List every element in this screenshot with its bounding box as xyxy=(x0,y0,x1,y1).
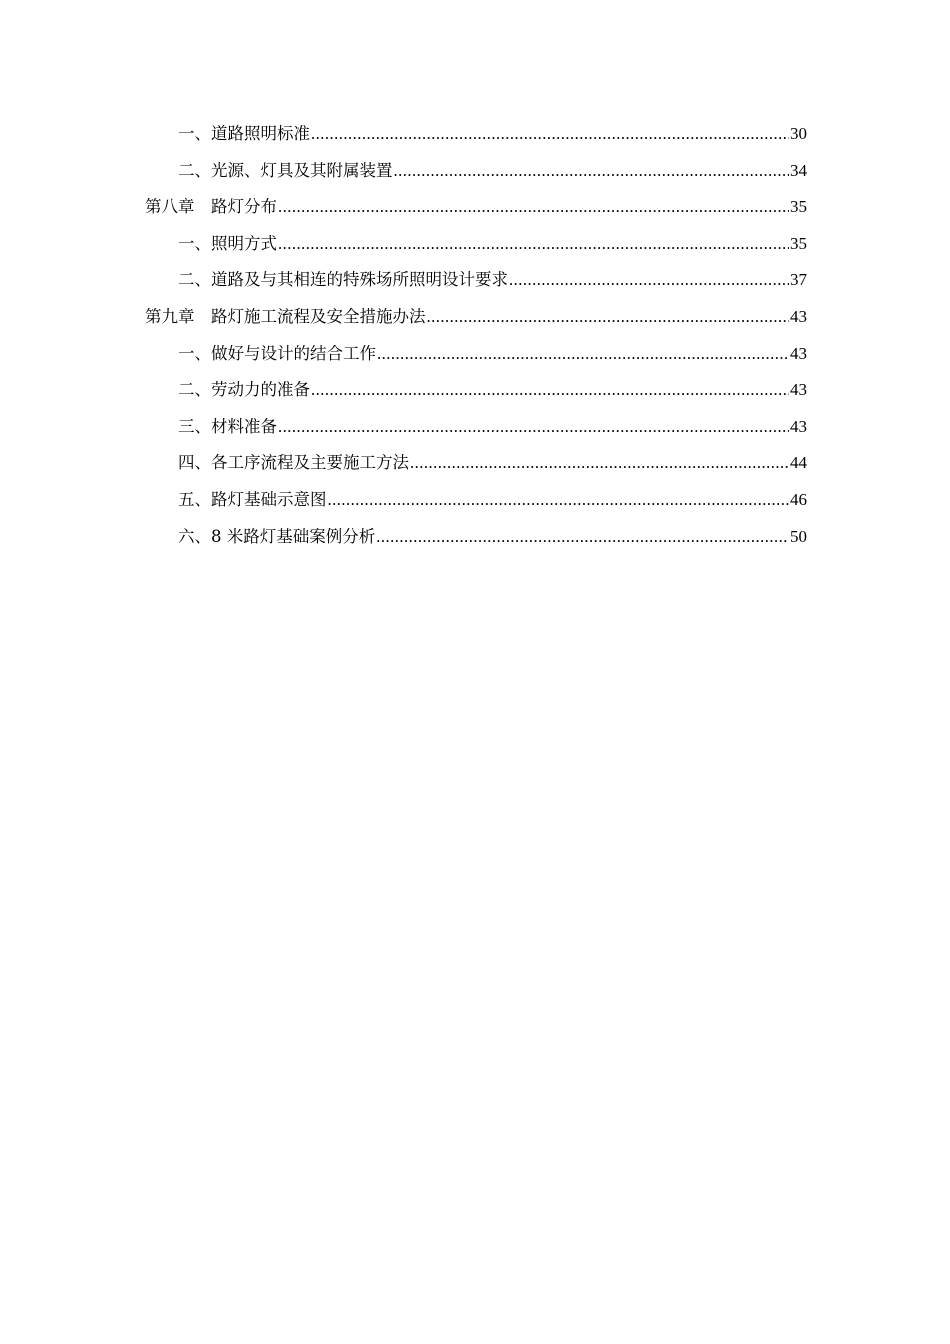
toc-entry-title: 五、路灯基础示意图 xyxy=(178,489,327,509)
toc-entry[interactable] xyxy=(145,157,807,194)
toc-dot-leader xyxy=(376,527,789,547)
toc-page-number: 43 xyxy=(790,343,807,363)
toc-entry-title: 第八章 路灯分布 xyxy=(145,197,277,217)
toc-entry[interactable] xyxy=(145,230,807,267)
toc-dot-leader xyxy=(377,344,789,364)
toc-entry-title: 三、材料准备 xyxy=(178,416,277,436)
toc-entry[interactable] xyxy=(145,376,807,413)
toc-dot-leader xyxy=(427,307,790,327)
toc-chapter-entry[interactable] xyxy=(145,303,807,340)
toc-page-number: 43 xyxy=(790,416,807,436)
toc-dot-leader xyxy=(311,380,789,400)
toc-page-number: 30 xyxy=(790,124,807,143)
toc-entry[interactable] xyxy=(145,449,807,486)
toc-dot-leader xyxy=(278,234,789,254)
toc-entry-title: 四、各工序流程及主要施工方法 xyxy=(178,453,409,473)
toc-dot-leader xyxy=(328,490,790,510)
toc-page-number: 35 xyxy=(790,197,807,217)
toc-dot-leader xyxy=(509,270,789,290)
toc-entry-title: 一、做好与设计的结合工作 xyxy=(178,343,376,363)
toc-entry-title: 第九章 路灯施工流程及安全措施办法 xyxy=(145,306,426,326)
toc-page-number: 43 xyxy=(790,380,807,400)
toc-dot-leader xyxy=(410,453,789,473)
toc-dot-leader xyxy=(394,161,790,181)
toc-entry[interactable] xyxy=(145,120,807,157)
toc-entry[interactable] xyxy=(145,523,807,560)
toc-entry[interactable] xyxy=(145,486,807,523)
toc-dot-leader xyxy=(311,124,789,144)
toc-page-number: 37 xyxy=(790,270,807,290)
toc-entry-title: 一、照明方式 xyxy=(178,233,277,253)
toc-entry-title: 一、道路照明标准 xyxy=(178,124,310,143)
toc-entry-title: 二、劳动力的准备 xyxy=(178,380,310,400)
toc-chapter-entry[interactable] xyxy=(145,193,807,230)
toc-page-number: 50 xyxy=(790,526,807,546)
toc-page-number: 35 xyxy=(790,233,807,253)
toc-entry-title: 二、道路及与其相连的特殊场所照明设计要求 xyxy=(178,270,508,290)
toc-dot-leader xyxy=(278,197,789,217)
toc-entry-title: 六、8 米路灯基础案例分析 xyxy=(178,526,376,546)
toc-page-number: 43 xyxy=(790,306,807,326)
toc-entry[interactable] xyxy=(145,413,807,450)
toc-page-number: 34 xyxy=(790,160,807,180)
table-of-contents xyxy=(145,120,807,559)
toc-page-number: 44 xyxy=(790,453,807,473)
toc-entry[interactable] xyxy=(145,266,807,303)
toc-entry-title: 二、光源、灯具及其附属装置 xyxy=(178,160,393,180)
toc-dot-leader xyxy=(278,417,789,437)
toc-entry[interactable] xyxy=(145,340,807,377)
toc-page-number: 46 xyxy=(790,489,807,509)
